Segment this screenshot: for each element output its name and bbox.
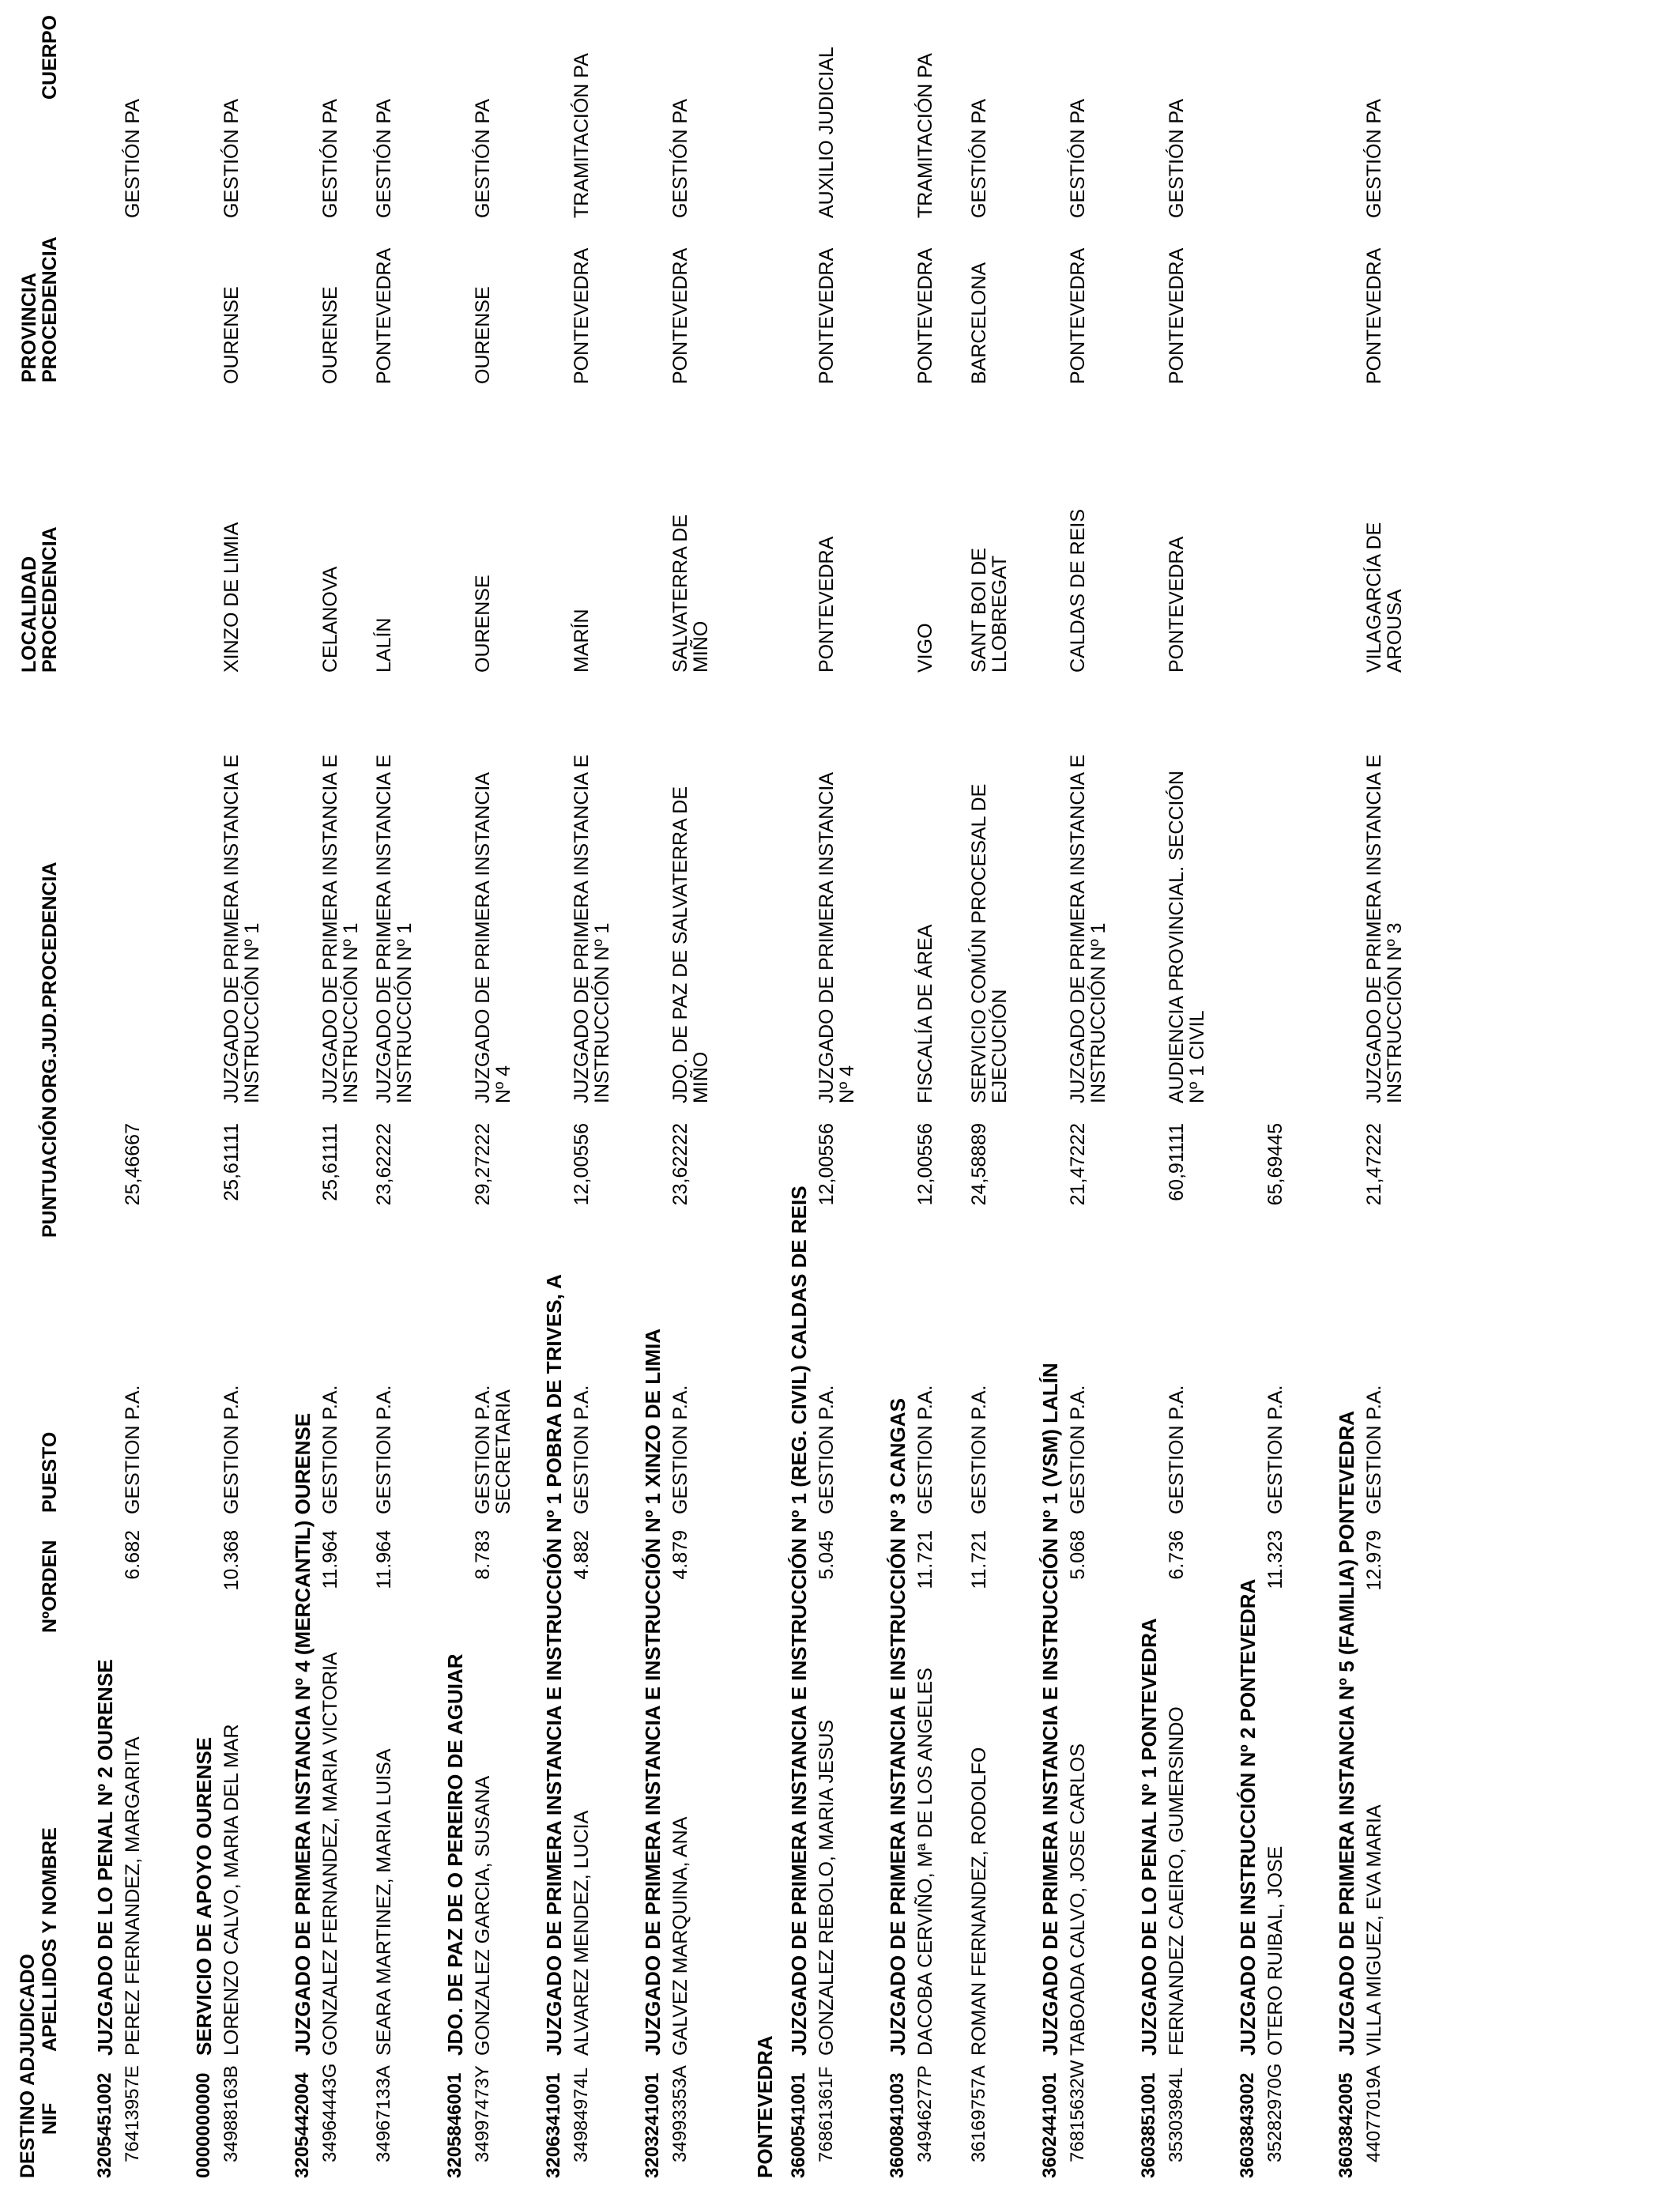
table-row [122,16,176,2178]
table-row [670,16,724,2178]
localidad-cell: VIGO [914,623,936,673]
destination-code: 3602441001 [1039,2072,1060,2178]
destination-row [544,16,571,2178]
cuerpo-cell: GESTIÓN PA [1166,99,1188,218]
adjudication-table [95,16,1435,2178]
localidad-cell: CALDAS DE REIS [1067,508,1089,673]
destination-name: JUZGADO DE PRIMERA INSTANCIA E INSTRUCCIÓN Nº 1 (VSM) LALÍN [1038,1363,1062,2056]
nif-cell: 35282970G [1264,2063,1286,2162]
org-cell: JUZGADO DE PRIMERA INSTANCIA E INSTRUCCIÓN Nº 1 [373,754,416,1103]
name-cell: DACOBA CERVIÑO, Mª DE LOS ANGELES [914,1668,936,2056]
puesto-cell: GESTION P.A. [1166,1385,1188,1514]
org-cell: JUZGADO DE PRIMERA INSTANCIA E INSTRUCCIÓN Nº 1 [319,754,362,1103]
provincia-cell: PONTEVEDRA [373,247,395,384]
puntuacion-cell: 25,46667 [122,1123,144,1206]
nif-cell: 44077019A [1363,2065,1384,2162]
nif-cell: 34964443G [319,2063,341,2162]
localidad-cell: PONTEVEDRA [1166,536,1188,673]
destination-code: 3603851001 [1138,2072,1159,2178]
localidad-cell: LALÍN [373,617,395,673]
puesto-cell: GESTION P.A. [669,1385,691,1514]
puntuacion-cell: 21,47222 [1067,1123,1089,1206]
table-row [320,16,374,2178]
name-cell: GONZALEZ REBOLO, MARIA JESUS [816,1719,838,2056]
puesto-cell: GESTION P.A. SECRETARIA [472,1385,514,1514]
destination-row [95,16,122,2178]
provincia-cell: OURENSE [319,286,341,384]
cuerpo-cell: GESTIÓN PA [1067,99,1089,218]
header-puntuacion: PUNTUACIÓN [39,1106,61,1238]
table-row [969,16,1023,2178]
destination-code: 3205442004 [292,2072,313,2178]
orden-cell: 12.979 [1363,1530,1385,1591]
org-cell: JUZGADO DE PRIMERA INSTANCIA E INSTRUCCIÓN Nº 1 [220,754,263,1103]
destination-row [194,16,221,2178]
cuerpo-cell: GESTIÓN PA [472,99,494,218]
provincia-cell: PONTEVEDRA [1067,247,1089,384]
puesto-cell: GESTION P.A. [571,1385,593,1514]
cuerpo-cell: GESTIÓN PA [1363,99,1385,218]
destination-code: 0000000000 [193,2072,214,2178]
destination-group [95,16,194,2178]
destination-group [544,16,642,2178]
destination-name: JUZGADO DE PRIMERA INSTANCIA E INSTRUCCIÓN Nº 1 POBRA DE TRIVES, A [542,1274,566,2056]
province-heading: PONTEVEDRA [753,2035,777,2178]
name-cell: VILLA MIGUEZ, EVA MARIA [1363,1804,1385,2056]
localidad-cell: XINZO DE LIMIA [220,522,243,673]
destination-code: 3205846001 [444,2072,465,2178]
destination-group [789,16,887,2178]
name-cell: LORENZO CALVO, MARIA DEL MAR [220,1724,243,2056]
puesto-cell: GESTION P.A. [816,1385,838,1514]
orden-cell: 11.964 [319,1530,341,1589]
destination-name: JDO. DE PAZ DE O PEREIRO DE AGUIAR [443,1653,467,2056]
destination-code: 3603842005 [1335,2072,1357,2178]
destination-row [789,16,816,2178]
name-cell: GONZALEZ GARCIA, SUSANA [472,1775,494,2056]
localidad-cell: OURENSE [472,575,494,673]
nif-cell: 35303984L [1166,2067,1187,2162]
puntuacion-cell: 12,00556 [914,1123,936,1206]
destination-group [642,16,741,2178]
puesto-cell: GESTION P.A. [1067,1385,1089,1514]
orden-cell: 6.682 [122,1530,144,1580]
header-norden: NºORDEN [39,1540,61,1633]
destination-group [887,16,1040,2178]
destination-name: JUZGADO DE PRIMERA INSTANCIA E INSTRUCCIÓN Nº 3 CANGAS [886,1398,910,2056]
puntuacion-cell: 24,58889 [968,1123,990,1206]
orden-cell: 10.368 [220,1530,243,1591]
nif-cell: 76861361F [816,2066,837,2162]
provincia-cell: PONTEVEDRA [1166,247,1188,384]
header-localidad-2: PROCEDENCIA [39,526,61,673]
name-cell: GONZALEZ FERNANDEZ, MARIA VICTORIA [319,1652,341,2056]
destination-row [445,16,473,2178]
puntuacion-cell: 25,61111 [220,1123,243,1201]
destination-group [292,16,445,2178]
table-row [221,16,275,2178]
header-org: ORG.JUD.PROCEDENCIA [39,861,61,1103]
puntuacion-cell: 23,62222 [669,1123,691,1206]
localidad-cell: CELANOVA [319,566,341,673]
table-row [816,16,870,2178]
cuerpo-cell: GESTIÓN PA [319,99,341,218]
destination-name: JUZGADO DE PRIMERA INSTANCIA E INSTRUCCIÓN Nº 1 XINZO DE LIMIA [641,1328,665,2056]
puntuacion-cell: 21,47222 [1363,1123,1385,1206]
puntuacion-cell: 23,62222 [373,1123,395,1206]
localidad-cell: SALVATERRA DE MIÑO [669,514,712,673]
name-cell: SEARA MARTINEZ, MARIA LUISA [373,1748,395,2056]
nif-cell: 34984974L [571,2067,592,2162]
provincia-cell: OURENSE [220,286,243,384]
table-header [17,16,92,2178]
org-cell: JDO. DE PAZ DE SALVATERRA DE MIÑO [669,786,712,1103]
puesto-cell: GESTION P.A. [914,1385,936,1514]
table-row [571,16,625,2178]
puntuacion-cell: 12,00556 [571,1123,593,1206]
provincia-cell: PONTEVEDRA [914,247,936,384]
puesto-cell: GESTION P.A. [220,1385,243,1514]
localidad-cell: PONTEVEDRA [816,536,838,673]
nif-cell: 76815632W [1067,2060,1088,2162]
destination-code: 3203241001 [642,2072,663,2178]
localidad-cell: SANT BOI DE LLOBREGAT [968,548,1011,673]
puntuacion-cell: 25,61111 [319,1123,341,1201]
provincia-cell: BARCELONA [968,262,990,384]
puntuacion-cell: 65,69445 [1264,1123,1286,1206]
destination-name: JUZGADO DE PRIMERA INSTANCIA Nº 4 (MERCANTIL) OURENSE [291,1412,315,2056]
org-cell: JUZGADO DE PRIMERA INSTANCIA E INSTRUCCIÓN Nº 1 [571,754,613,1103]
org-cell: JUZGADO DE PRIMERA INSTANCIA Nº 4 [816,773,858,1103]
nif-cell: 34967133A [373,2065,394,2162]
provincia-cell: PONTEVEDRA [571,247,593,384]
orden-cell: 11.721 [968,1530,990,1589]
destination-name: JUZGADO DE PRIMERA INSTANCIA E INSTRUCCIÓN Nº 1 (REG. CIVIL) CALDAS DE REIS [787,1186,811,2056]
destination-name: JUZGADO DE LO PENAL Nº 2 OURENSE [93,1659,117,2056]
header-puesto: PUESTO [39,1431,61,1513]
destination-name: SERVICIO DE APOYO OURENSE [192,1736,216,2056]
nif-cell: 76413957E [122,2065,143,2162]
destination-row [1336,16,1364,2178]
destination-row [1139,16,1166,2178]
puesto-cell: GESTION P.A. [122,1385,144,1514]
provincia-cell: OURENSE [472,286,494,384]
cuerpo-cell: GESTIÓN PA [220,99,243,218]
destination-group [1040,16,1139,2178]
puesto-cell: GESTION P.A. [373,1385,395,1514]
puntuacion-cell: 29,27222 [472,1123,494,1206]
table-row [473,16,526,2178]
destination-row [1237,16,1265,2178]
org-cell: JUZGADO DE PRIMERA INSTANCIA E INSTRUCCIÓN Nº 3 [1363,754,1406,1103]
org-cell: JUZGADO DE PRIMERA INSTANCIA Nº 4 [472,773,514,1103]
table-row [1265,16,1319,2178]
table-row [374,16,428,2178]
header-provincia-1: PROVINCIA [18,273,40,383]
provincia-cell: PONTEVEDRA [669,247,691,384]
destination-group [1237,16,1336,2178]
org-cell: AUDIENCIA PROVINCIAL. SECCIÓN Nº 1 CIVIL [1166,771,1208,1103]
destination-code: 3600541001 [788,2072,809,2178]
destination-group [194,16,292,2178]
table-row [915,16,969,2178]
name-cell: GALVEZ MARQUINA, ANA [669,1816,691,2056]
puntuacion-cell: 12,00556 [816,1123,838,1206]
header-cuerpo: CUERPO [39,15,61,100]
cuerpo-cell: TRAMITACIÓN PA [571,53,593,218]
orden-cell: 11.721 [914,1530,936,1589]
destination-group [445,16,544,2178]
table-row [1364,16,1418,2178]
nif-cell: 34997473Y [472,2065,493,2162]
nif-cell: 34988163B [220,2065,242,2162]
header-localidad-1: LOCALIDAD [18,556,40,673]
destination-group [1139,16,1237,2178]
cuerpo-cell: GESTIÓN PA [373,99,395,218]
puesto-cell: GESTION P.A. [1264,1385,1286,1514]
puesto-cell: GESTION P.A. [319,1385,341,1514]
orden-cell: 11.323 [1264,1530,1286,1589]
provincia-cell: PONTEVEDRA [816,247,838,384]
header-nif: NIF [39,2102,61,2135]
name-cell: ALVAREZ MENDEZ, LUCIA [571,1810,593,2056]
destination-row [887,16,915,2178]
puntuacion-cell: 60,91111 [1166,1123,1188,1201]
name-cell: PEREZ FERNANDEZ, MARGARITA [122,1736,144,2056]
name-cell: FERNANDEZ CAEIRO, GUMERSINDO [1166,1706,1188,2056]
destination-code: 3206341001 [543,2072,564,2178]
puesto-cell: GESTION P.A. [1363,1385,1385,1514]
org-cell: JUZGADO DE PRIMERA INSTANCIA E INSTRUCCIÓN Nº 1 [1067,754,1109,1103]
destination-row [642,16,670,2178]
cuerpo-cell: TRAMITACIÓN PA [914,53,936,218]
table-row [1166,16,1220,2178]
destination-code: 3600841003 [887,2072,908,2178]
org-cell: FISCALÍA DE ÁREA [914,924,936,1103]
cuerpo-cell: AUXILIO JUDICIAL [816,47,838,218]
name-cell: ROMAN FERNANDEZ, RODOLFO [968,1747,990,2056]
destination-name: JUZGADO DE LO PENAL Nº 1 PONTEVEDRA [1137,1618,1161,2056]
cuerpo-cell: GESTIÓN PA [968,99,990,218]
org-cell: SERVICIO COMÚN PROCESAL DE EJECUCIÓN [968,783,1011,1103]
orden-cell: 4.882 [571,1530,593,1580]
puesto-cell: GESTION P.A. [968,1385,990,1514]
nif-cell: 36169757A [968,2065,989,2162]
destination-code: 3205451002 [94,2072,115,2178]
destination-name: JUZGADO DE PRIMERA INSTANCIA Nº 5 (FAMILIA) PONTEVEDRA [1335,1410,1358,2056]
destination-name: JUZGADO DE INSTRUCCIÓN Nº 2 PONTEVEDRA [1236,1578,1260,2056]
destination-row [292,16,320,2178]
cuerpo-cell: GESTIÓN PA [122,99,144,218]
orden-cell: 11.964 [373,1530,395,1589]
orden-cell: 6.736 [1166,1530,1188,1580]
orden-cell: 5.068 [1067,1530,1089,1580]
destination-code: 3603843002 [1237,2072,1258,2178]
destination-row [1040,16,1068,2178]
table-row [1068,16,1121,2178]
orden-cell: 8.783 [472,1530,494,1580]
orden-cell: 4.879 [669,1530,691,1580]
nif-cell: 34993353A [669,2065,691,2162]
nif-cell: 34946277P [914,2065,936,2162]
localidad-cell: VILAGARCÍA DE AROUSA [1363,522,1406,673]
name-cell: TABOADA CALVO, JOSE CARLOS [1067,1743,1089,2056]
cuerpo-cell: GESTIÓN PA [669,99,691,218]
provincia-cell: PONTEVEDRA [1363,247,1385,384]
destination-group [1336,16,1435,2178]
province-section [741,16,789,2178]
localidad-cell: MARÍN [571,609,593,673]
header-apellidos: APELLIDOS Y NOMBRE [39,1827,61,2052]
header-destino: DESTINO ADJUDICADO [17,1954,39,2178]
name-cell: OTERO RUIBAL, JOSE [1264,1845,1286,2056]
header-provincia-2: PROCEDENCIA [39,236,61,383]
orden-cell: 5.045 [816,1530,838,1580]
